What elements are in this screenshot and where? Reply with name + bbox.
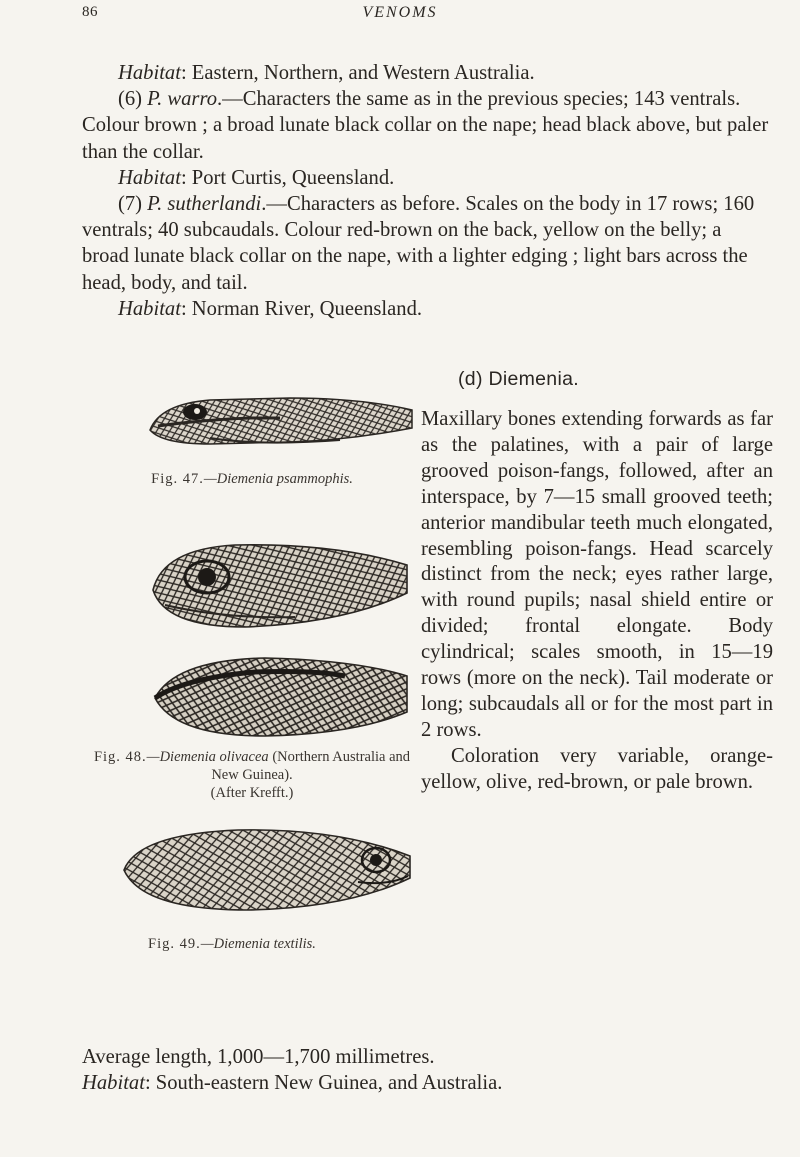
snake-head-icon	[140, 390, 420, 452]
snake-head-icon	[145, 650, 415, 745]
figure-47-illustration	[140, 390, 420, 452]
diemenia-characters: Maxillary bones extending forwards as far as the palatines, with a pair of large grooved poison-fangs, followed, after an interspace, by 7—15 small grooved teeth; anterior mandibular teeth much elongated, resembling poison-fangs. Head scarcely distinct from the neck; eyes rather large, with round pupils; nasal shield entire or divided; frontal elongate. Body cylindrical; scales smooth, in 15—19 rows (more on the neck). Tail moderate or long; subcaudals all or for the most part in 2 rows.	[421, 408, 773, 741]
figure-48-top-illustration	[145, 535, 415, 635]
species-paragraph-warro: (6) P. warro.—Characters the same as in the previous species; 143 ventrals. Colour brown ; a broad lunate black collar on the nape; head black above, but paler than the collar.	[82, 88, 769, 163]
figure-48-bottom-illustration	[145, 650, 415, 745]
diemenia-description	[421, 407, 773, 796]
habitat-paragraph: Habitat: Port Curtis, Queensland.	[118, 166, 395, 189]
page-number: 86	[82, 4, 98, 20]
running-title: VENOMS	[362, 4, 438, 21]
figure-48-caption: Fig. 48.—Diemenia olivacea (Northern Australia and New Guinea). (After Krefft.)	[82, 748, 422, 802]
figure-48-credit: (After Krefft.)	[210, 785, 294, 801]
species-paragraph-sutherlandi: (7) P. sutherlandi.—Characters as before. Scales on the body in 17 rows; 160 ventrals; 40 subcaudals. Colour red-brown on the back, yellow on the belly; a broad lunate black collar on the nape, with a lighter edging ; light bars across the head, body, and tail.	[82, 193, 755, 294]
bottom-text-block	[82, 1044, 772, 1096]
habitat-paragraph: Habitat: Eastern, Northern, and Western Australia.	[118, 62, 535, 84]
average-length: Average length, 1,000—1,700 millimetres.	[82, 1046, 435, 1068]
habitat-paragraph: Habitat: Norman River, Queensland.	[118, 297, 423, 320]
section-heading: (d) Diemenia.	[458, 368, 579, 390]
figure-49-illustration	[118, 820, 418, 915]
diemenia-coloration: Coloration very variable, orange-yellow, olive, red-brown, or pale brown.	[421, 744, 773, 793]
page-header	[0, 4, 800, 26]
figure-49-caption: Fig. 49.—Diemenia textilis.	[148, 936, 316, 952]
habitat-paragraph: Habitat: South-eastern New Guinea, and Australia.	[82, 1072, 503, 1095]
snake-head-icon	[118, 820, 418, 915]
figure-47-caption: Fig. 47.—Diemenia psammophis.	[151, 471, 353, 487]
top-text-block	[82, 60, 772, 322]
snake-head-icon	[145, 535, 415, 635]
